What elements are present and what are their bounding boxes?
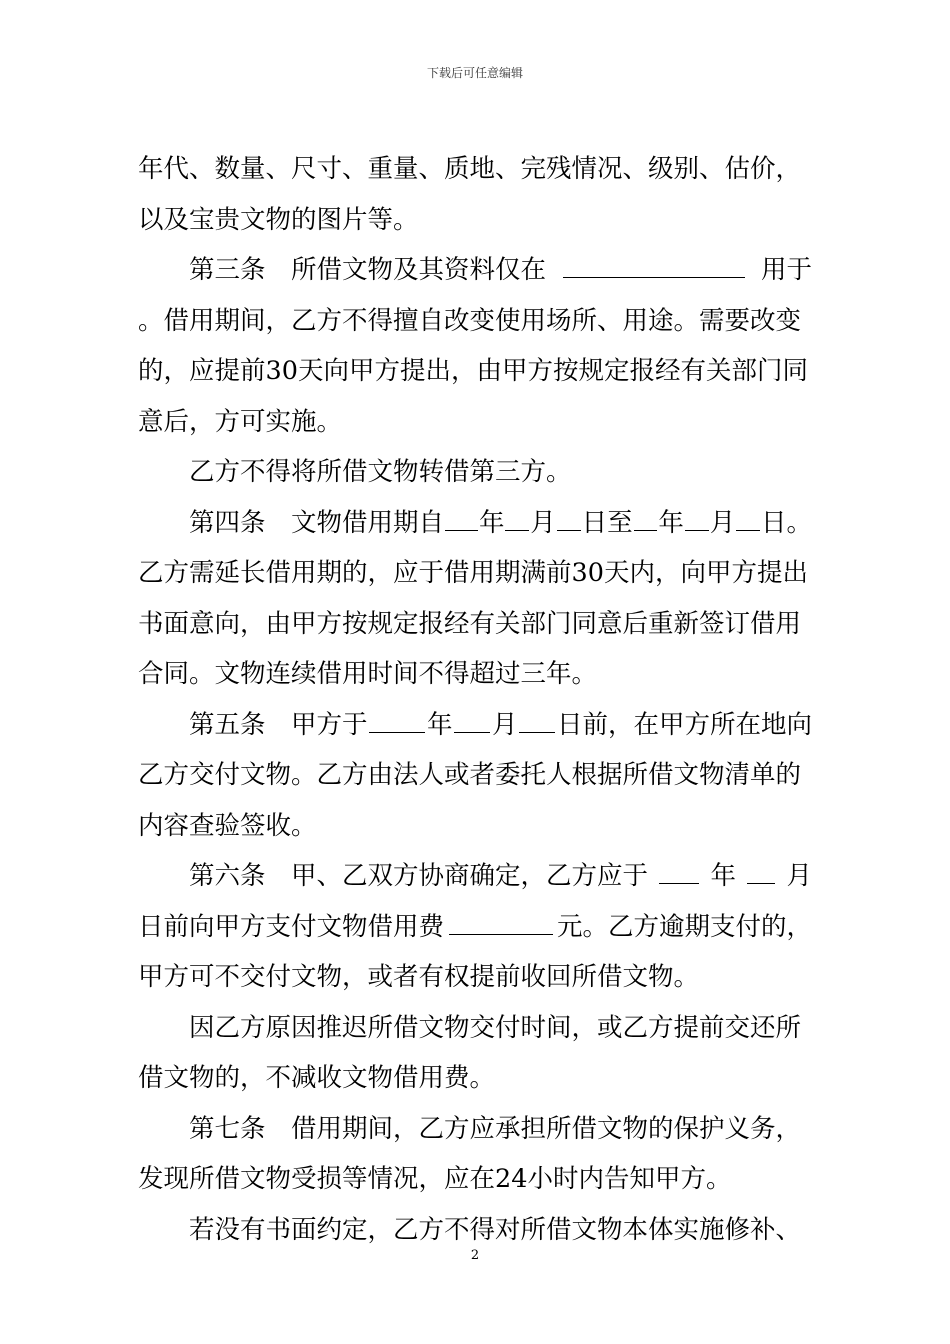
text-line: 发现所借文物受损等情况，应在24小时内告知甲方。 <box>138 1164 732 1194</box>
page-number: 2 <box>470 1248 480 1263</box>
blank-field[interactable] <box>449 908 553 935</box>
text-line: 以及宝贵文物的图片等。 <box>138 204 419 235</box>
text-line: 若没有书面约定，乙方不得对所借文物本体实施修补、 <box>189 1214 802 1245</box>
blank-field[interactable] <box>445 504 478 531</box>
blank-field[interactable] <box>563 251 745 278</box>
text-line: 的，应提前30天向甲方提出，由甲方按规定报经有关部门同 <box>138 356 808 386</box>
page-header: 下载后可任意编辑 <box>426 66 523 80</box>
text-line: 乙方需延长借用期的，应于借用期满前30天内，向甲方提出 <box>138 558 808 588</box>
blank-field[interactable] <box>454 706 490 733</box>
text-line: 借文物的，不减收文物借用费。 <box>138 1063 496 1093</box>
text-line: 合同。文物连续借用时间不得超过三年。 <box>138 659 598 689</box>
article-three-line: 第三条 所借文物及其资料仅在 用于 <box>138 251 812 302</box>
fee-line: 日前向甲方支付文物借用费 元。乙方逾期支付的， <box>138 908 812 959</box>
blank-field[interactable] <box>519 706 555 733</box>
blank-field[interactable] <box>659 857 699 884</box>
text-line: 乙方不得将所借文物转借第三方。 <box>189 457 572 487</box>
text-line: 书面意向，由甲方按规定报经有关部门同意后重新签订借用 <box>138 608 802 639</box>
document-body <box>138 150 812 1261</box>
text-line: 乙方交付文物。乙方由法人或者委托人根据所借文物清单的 <box>138 760 802 790</box>
blank-field[interactable] <box>505 504 529 531</box>
blank-field[interactable] <box>557 504 581 531</box>
blank-field[interactable] <box>736 504 760 531</box>
blank-field[interactable] <box>634 504 658 531</box>
article-six-line: 第六条 甲、乙双方协商确定，乙方应于 年 月 <box>138 857 812 908</box>
text-line: 意后，方可实施。 <box>138 406 343 437</box>
article-four-line: 第四条 文物借用期自 年 月 日至 年 月 日。 <box>138 504 812 555</box>
text-line: 内容查验签收。 <box>138 810 317 841</box>
article-five-line: 第五条 甲方于 年 月 日前，在甲方所在地向 <box>138 706 812 757</box>
text-line: 因乙方原因推迟所借文物交付时间，或乙方提前交还所 <box>189 1012 802 1043</box>
blank-field[interactable] <box>747 857 775 884</box>
text-line: 年代、数量、尺寸、重量、质地、完残情况、级别、估价， <box>138 154 802 184</box>
blank-field[interactable] <box>685 504 709 531</box>
article-seven-line: 第七条 借用期间，乙方应承担所借文物的保护义务， <box>189 1113 802 1144</box>
blank-field[interactable] <box>369 706 425 733</box>
text-line: 。借用期间，乙方不得擅自改变使用场所、用途。需要改变 <box>138 305 802 336</box>
text-line: 甲方可不交付文物，或者有权提前收回所借文物。 <box>138 962 700 992</box>
